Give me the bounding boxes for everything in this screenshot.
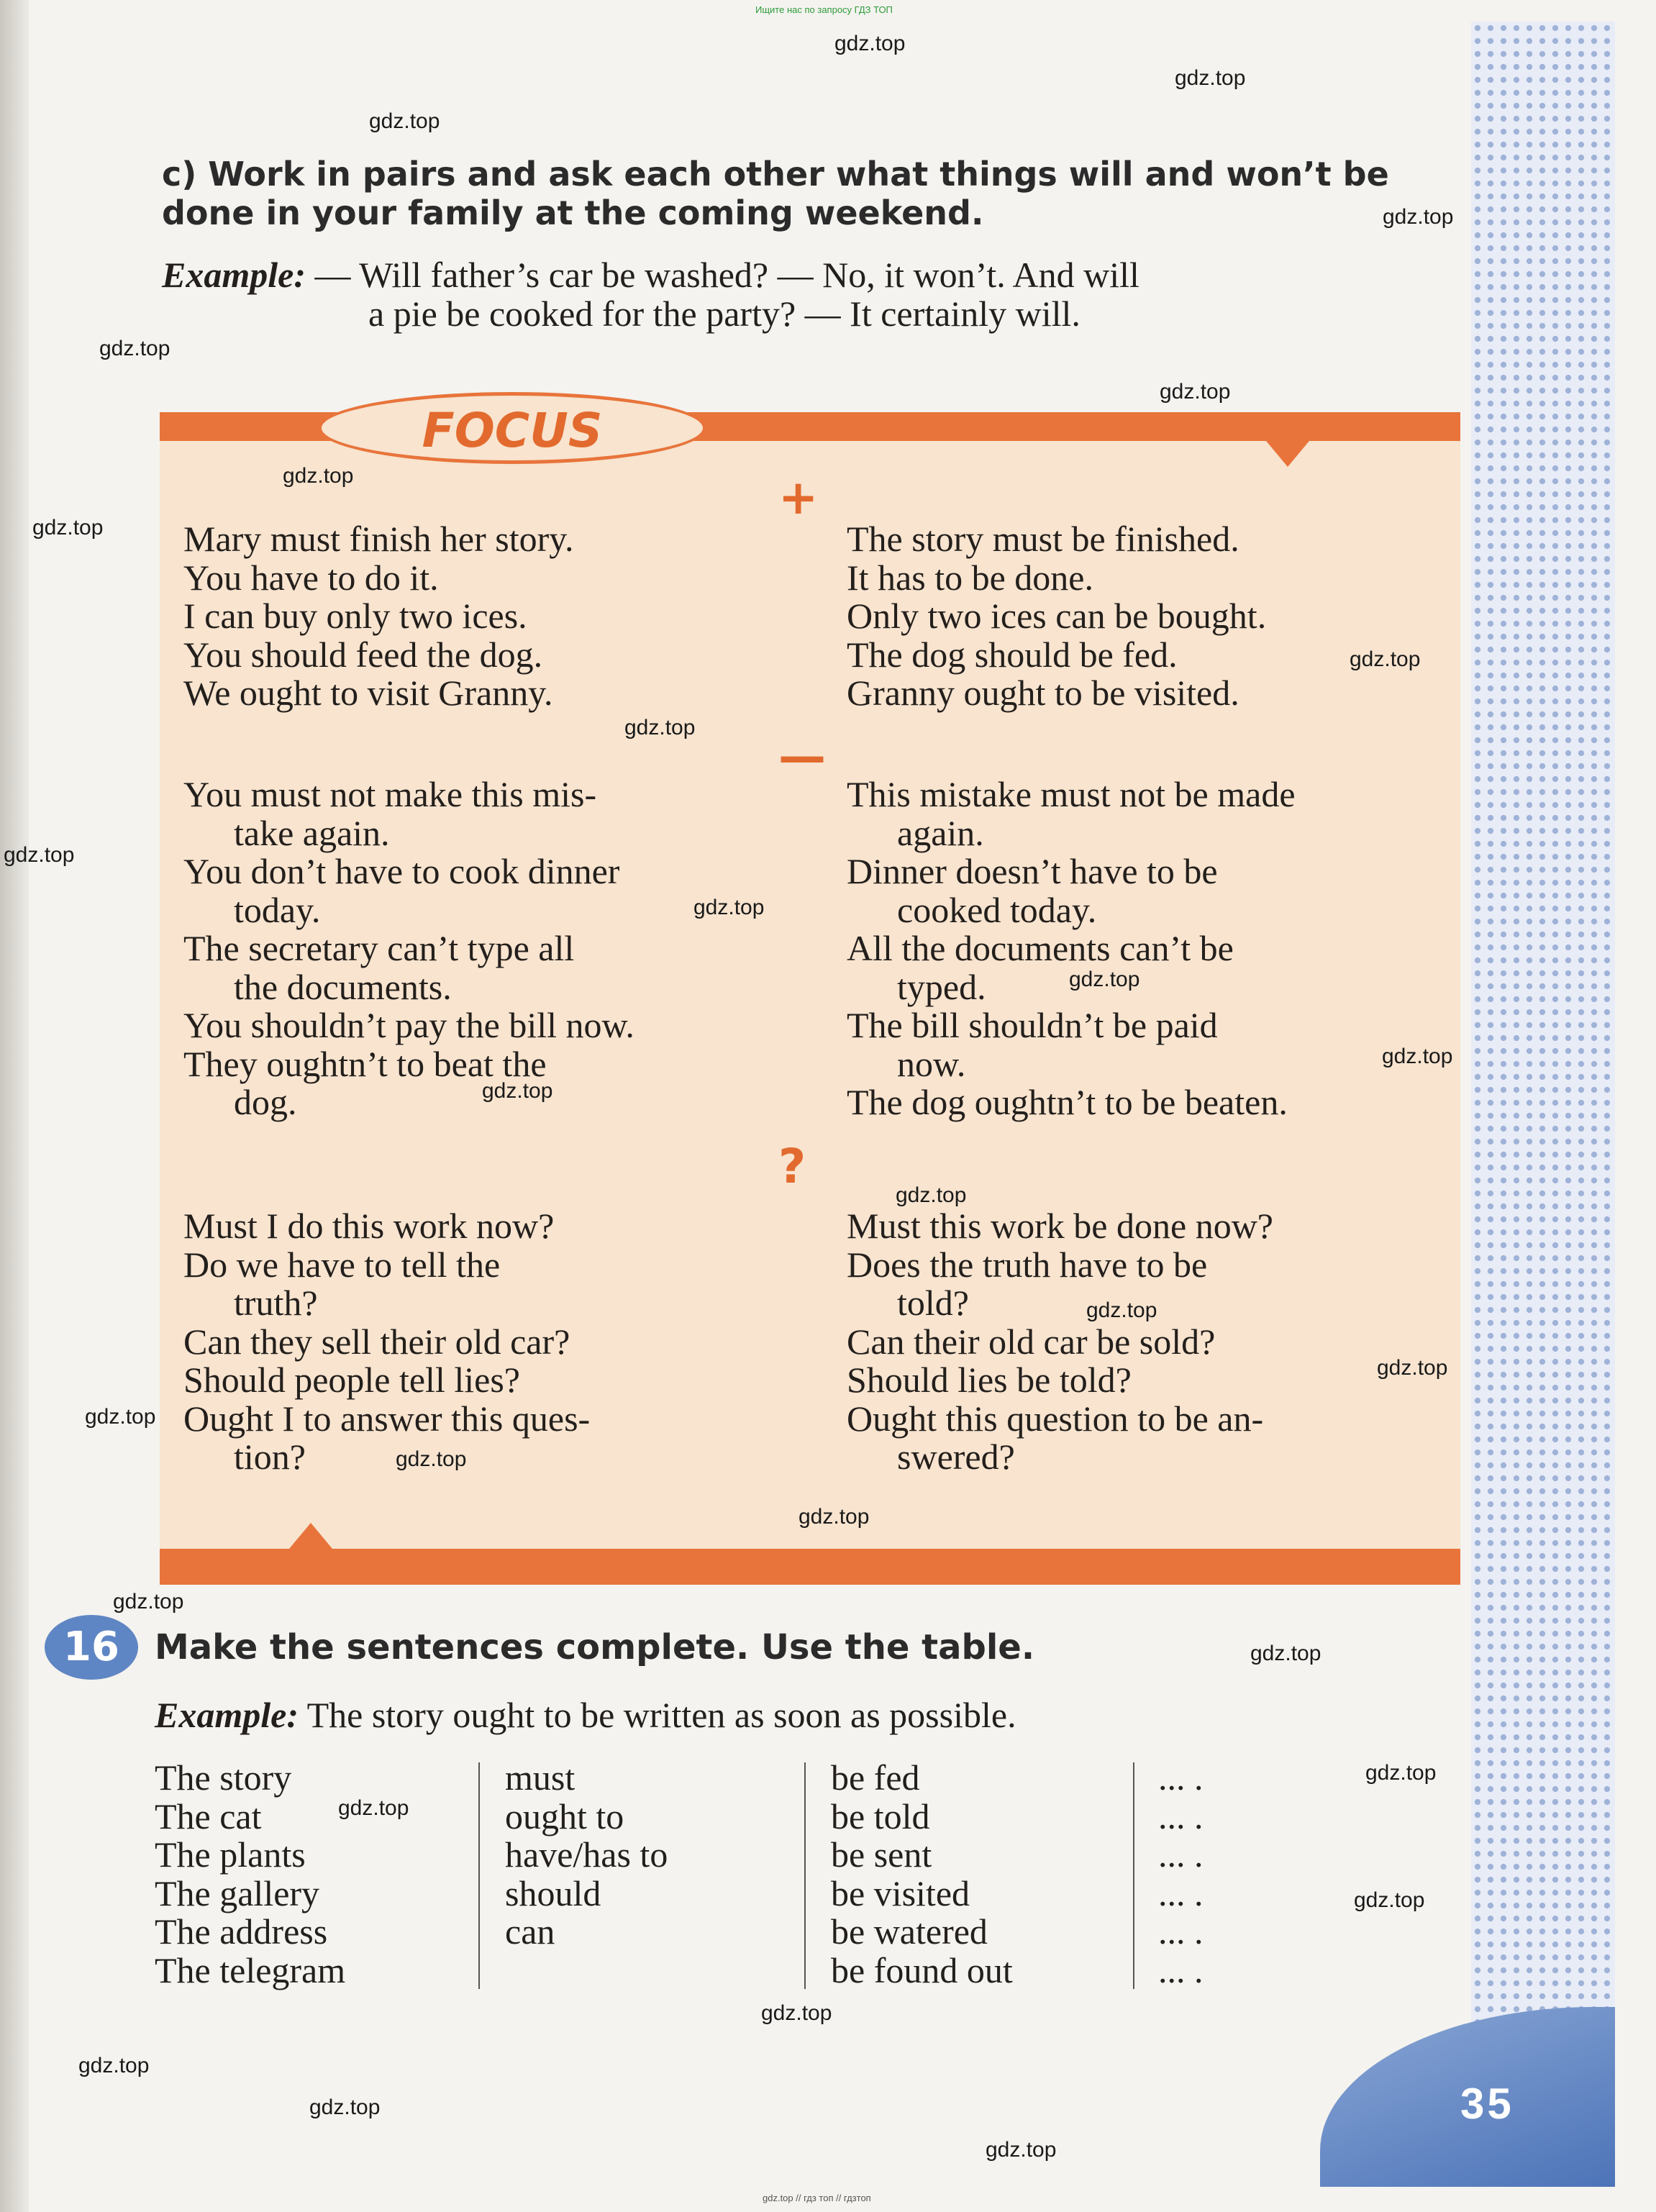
watermark: gdz.top — [761, 2001, 832, 2025]
watermark: gdz.top — [1382, 1044, 1453, 1068]
table-cell: The plants — [155, 1834, 306, 1875]
table-cell: should — [505, 1872, 601, 1913]
watermark: gdz.top — [1365, 1761, 1437, 1785]
task-c — [162, 155, 1464, 232]
sentence-line: You should feed the dog. — [183, 634, 543, 675]
watermark: gdz.top — [1350, 647, 1421, 671]
table-cell: The address — [155, 1911, 328, 1952]
task-c-line: done in your family at the coming weekend. — [162, 194, 984, 232]
sentence-line: Do we have to tell the — [183, 1244, 501, 1285]
bottom-site-link[interactable]: gdz.top // гдз топ // гдзтоп — [763, 2193, 871, 2203]
column-divider — [804, 1762, 806, 1989]
sentence-line: All the documents can’t be — [847, 928, 1234, 968]
question-sign: ? — [778, 1139, 806, 1194]
sentence-line: The dog oughtn’t to be beaten. — [847, 1082, 1288, 1122]
focus-minus-left — [183, 775, 781, 1122]
watermark: gdz.top — [369, 109, 440, 133]
watermark: gdz.top — [32, 516, 104, 540]
focus-plus-right — [847, 520, 1451, 713]
sentence-line: You must not make this mis- — [183, 774, 597, 814]
sentence-line: Mary must finish her story. — [183, 519, 574, 559]
watermark: gdz.top — [1175, 66, 1246, 90]
table-cell: be watered — [831, 1911, 988, 1952]
exercise-number-badge: 16 — [45, 1615, 138, 1680]
example-c — [162, 255, 1464, 333]
sentence-line: tion? — [234, 1437, 306, 1477]
focus-title-oval — [318, 392, 706, 464]
top-search-link[interactable]: Ищите нас по запросу ГДЗ ТОП — [755, 4, 893, 15]
table-cell: ... . — [1158, 1949, 1204, 1990]
watermark: gdz.top — [896, 1183, 967, 1207]
plus-sign: + — [778, 470, 819, 525]
sentence-line: told? — [897, 1283, 969, 1323]
page-number: 35 — [1460, 2080, 1514, 2128]
watermark: gdz.top — [986, 2138, 1057, 2162]
watermark: gdz.top — [1069, 968, 1140, 991]
focus-notch — [1266, 441, 1309, 467]
watermark: gdz.top — [799, 1505, 870, 1529]
table-cell: be found out — [831, 1949, 1013, 1990]
table-cell: The story — [155, 1757, 292, 1798]
watermark: gdz.top — [1086, 1298, 1157, 1322]
table-cell: be fed — [831, 1757, 920, 1798]
decorative-dot-strip — [1471, 22, 1615, 2187]
sentence-line: today. — [234, 889, 321, 930]
table-cell: ... . — [1158, 1795, 1204, 1836]
sentence-line: take again. — [234, 812, 390, 853]
focus-bottom-bar — [160, 1549, 1460, 1585]
watermark: gdz.top — [309, 2095, 381, 2119]
page-binding-shadow — [0, 0, 29, 2212]
focus-minus-right — [847, 775, 1451, 1122]
focus-notch — [289, 1523, 332, 1549]
watermark: gdz.top — [4, 843, 75, 867]
table-cell: be told — [831, 1795, 930, 1836]
watermark: gdz.top — [1354, 1888, 1425, 1912]
watermark: gdz.top — [78, 2054, 150, 2077]
focus-question-left — [183, 1207, 781, 1477]
sentence-line: Should people tell lies? — [183, 1360, 520, 1400]
sentence-line: The secretary can’t type all — [183, 928, 575, 968]
watermark: gdz.top — [85, 1405, 156, 1429]
sentence-line: It has to be done. — [847, 557, 1093, 598]
watermark: gdz.top — [396, 1447, 467, 1471]
table-cell: be sent — [831, 1834, 932, 1875]
table-cell: be visited — [831, 1872, 970, 1913]
table-cell: The telegram — [155, 1949, 346, 1990]
focus-title: FOCUS — [422, 403, 603, 458]
sentence-line: Can they sell their old car? — [183, 1321, 570, 1362]
sentence-line: typed. — [897, 966, 986, 1007]
sentence-line: Can their old car be sold? — [847, 1321, 1216, 1362]
sentence-line: I can buy only two ices. — [183, 596, 527, 636]
watermark: gdz.top — [99, 337, 170, 360]
endings-column — [1158, 1759, 1204, 1990]
watermark: gdz.top — [1250, 1642, 1321, 1665]
watermark: gdz.top — [482, 1079, 553, 1103]
sentence-line: Dinner doesn’t have to be — [847, 851, 1218, 891]
example-text: a pie be cooked for the party? — It certainly will. — [368, 293, 1081, 334]
watermark: gdz.top — [624, 716, 696, 739]
example-label: Example: — [162, 255, 306, 295]
focus-plus-left — [183, 520, 781, 713]
watermark: gdz.top — [1160, 380, 1231, 404]
sentence-line: swered? — [897, 1437, 1015, 1477]
sentence-line: cooked today. — [897, 889, 1097, 930]
sentence-line: You don’t have to cook dinner — [183, 851, 620, 891]
table-cell: ... . — [1158, 1911, 1204, 1952]
table-cell: ... . — [1158, 1872, 1204, 1913]
focus-box — [160, 403, 1460, 1585]
table-cell: ought to — [505, 1795, 624, 1836]
watermark: gdz.top — [283, 464, 354, 488]
sentence-line: Only two ices can be bought. — [847, 596, 1267, 636]
subjects-column — [155, 1759, 345, 1990]
watermark: gdz.top — [113, 1590, 184, 1614]
sentence-line: again. — [897, 812, 984, 853]
sentence-line: truth? — [234, 1283, 318, 1323]
sentence-line: Does the truth have to be — [847, 1244, 1208, 1285]
exercise-example — [155, 1694, 1016, 1736]
sentence-line: Granny ought to be visited. — [847, 673, 1239, 713]
example-text: The story ought to be written as soon as possible. — [298, 1695, 1016, 1735]
column-divider — [1133, 1762, 1134, 1989]
table-cell: can — [505, 1911, 555, 1952]
watermark: gdz.top — [1383, 205, 1454, 229]
example-text: — Will father’s car be washed? — No, it won’t. And will — [305, 255, 1139, 295]
sentence-line: Must I do this work now? — [183, 1206, 555, 1246]
table-cell: ... . — [1158, 1757, 1204, 1798]
modals-column — [505, 1759, 668, 1952]
table-cell: must — [505, 1757, 575, 1798]
sentence-line: Ought this question to be an- — [847, 1398, 1264, 1439]
table-cell: have/has to — [505, 1834, 668, 1875]
sentence-line: now. — [897, 1043, 966, 1084]
exercise-title: Make the sentences complete. Use the table. — [155, 1627, 1035, 1667]
sentence-line: They oughtn’t to beat the — [183, 1043, 547, 1084]
sentence-line: The story must be finished. — [847, 519, 1239, 559]
sentence-line: the documents. — [234, 966, 452, 1007]
sentence-line: dog. — [234, 1082, 297, 1122]
sentence-line: You have to do it. — [183, 557, 439, 598]
watermark: gdz.top — [693, 896, 765, 919]
watermark: gdz.top — [338, 1796, 409, 1820]
example-label: Example: — [155, 1695, 299, 1735]
sentence-line: The dog should be fed. — [847, 634, 1178, 675]
table-cell: The cat — [155, 1795, 262, 1836]
table-cell: ... . — [1158, 1834, 1204, 1875]
sentence-line: We ought to visit Granny. — [183, 673, 553, 713]
sentence-line: This mistake must not be made — [847, 774, 1296, 814]
task-c-line: c) Work in pairs and ask each other what things will and won’t be — [162, 155, 1389, 194]
focus-question-right — [847, 1207, 1451, 1477]
sentence-line: Ought I to answer this ques- — [183, 1398, 591, 1439]
sentence-line: Should lies be told? — [847, 1360, 1132, 1400]
column-divider — [478, 1762, 480, 1989]
table-cell: The gallery — [155, 1872, 320, 1913]
verbs-column — [831, 1759, 1013, 1990]
sentence-line: The bill shouldn’t be paid — [847, 1005, 1218, 1045]
watermark: gdz.top — [834, 32, 906, 55]
watermark: gdz.top — [1377, 1356, 1448, 1380]
sentence-line: You shouldn’t pay the bill now. — [183, 1005, 634, 1045]
minus-sign: — — [778, 729, 826, 784]
sentence-line: Must this work be done now? — [847, 1206, 1273, 1246]
